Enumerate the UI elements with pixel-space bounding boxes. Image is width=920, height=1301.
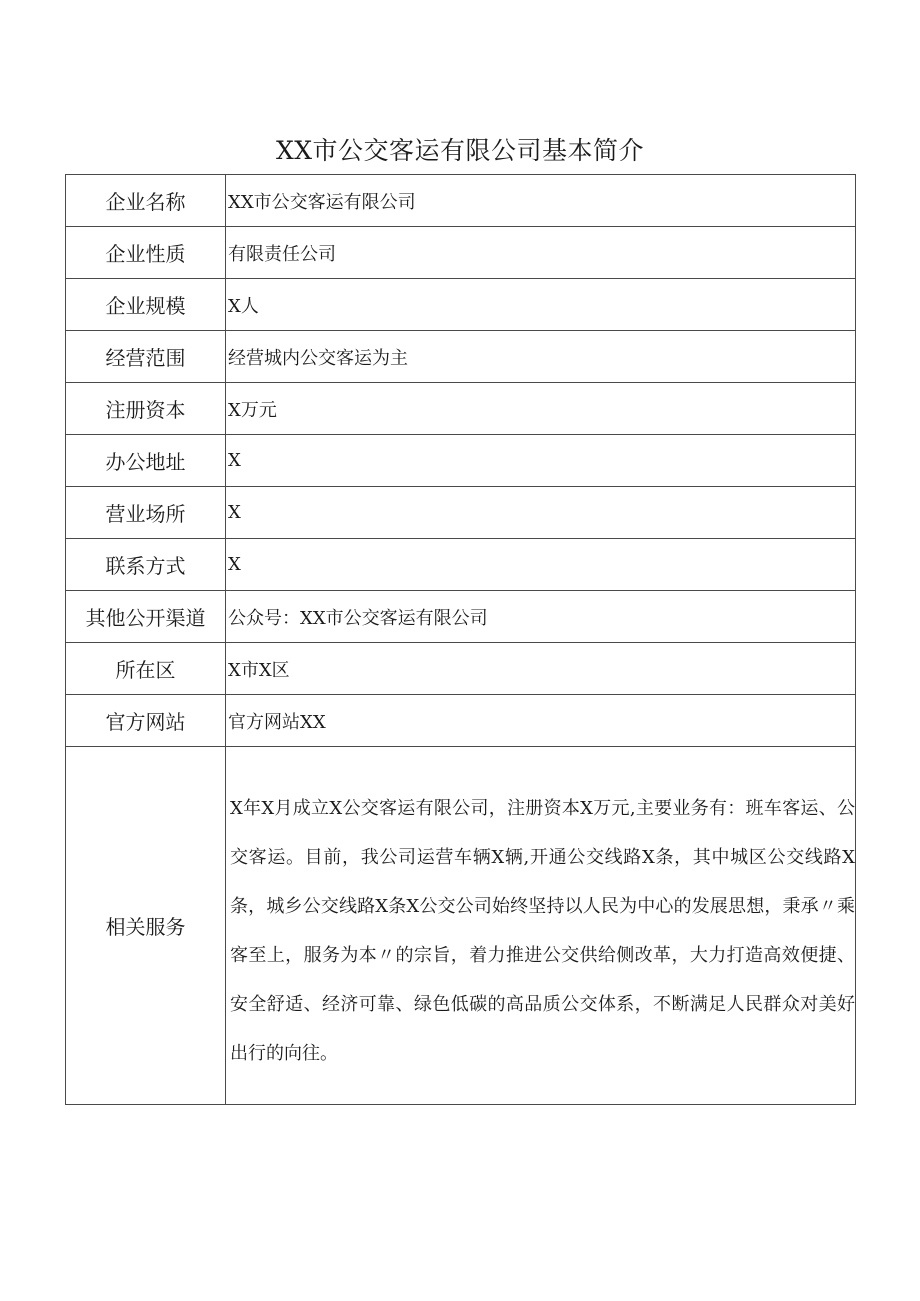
table-row xyxy=(66,539,856,591)
table-row xyxy=(66,279,856,331)
row-label: 注册资本 xyxy=(66,383,226,435)
services-cell xyxy=(226,747,856,1105)
row-label: 官方网站 xyxy=(66,695,226,747)
services-description: X年X月成立X公交客运有限公司，注册资本X万元,主要业务有：班车客运、公交客运。目前，我公司运营车辆X辆,开通公交线路X条，其中城区公交线路X条，城乡公交线路X条X公交公司始终坚持以人民为中心的发展思想，秉承〃乘客至上，服务为本〃的宗旨，着力推进公交供给侧改革，大力打造高效便捷、安全舒适、经济可靠、绿色低碳的高品质公交体系，不断满足人民群众对美好出行的向往。 xyxy=(230,797,855,1064)
table-row xyxy=(66,331,856,383)
table-row xyxy=(66,435,856,487)
table-row xyxy=(66,487,856,539)
row-label: 经营范围 xyxy=(66,331,226,383)
services-row xyxy=(66,747,856,1105)
row-label: 办公地址 xyxy=(66,435,226,487)
table-row xyxy=(66,695,856,747)
table-row xyxy=(66,643,856,695)
row-value: 经营城内公交客运为主 xyxy=(226,331,856,383)
table-row xyxy=(66,383,856,435)
row-value: 有限责任公司 xyxy=(226,227,856,279)
row-value: X xyxy=(226,487,856,539)
row-value: 官方网站XX xyxy=(226,695,856,747)
row-value: X xyxy=(226,435,856,487)
row-label: 营业场所 xyxy=(66,487,226,539)
row-label: 联系方式 xyxy=(66,539,226,591)
row-value: 公众号：XX市公交客运有限公司 xyxy=(226,591,856,643)
row-value: XX市公交客运有限公司 xyxy=(226,175,856,227)
services-label: 相关服务 xyxy=(66,747,226,1105)
table-row xyxy=(66,175,856,227)
row-value: X人 xyxy=(226,279,856,331)
row-label: 企业名称 xyxy=(66,175,226,227)
row-label: 企业性质 xyxy=(66,227,226,279)
row-label: 其他公开渠道 xyxy=(66,591,226,643)
table-row xyxy=(66,227,856,279)
table-row xyxy=(66,591,856,643)
row-label: 所在区 xyxy=(66,643,226,695)
company-info-table xyxy=(65,174,856,1105)
row-value: X万元 xyxy=(226,383,856,435)
row-label: 企业规模 xyxy=(66,279,226,331)
document-title: XX市公交客运有限公司基本简介 xyxy=(275,136,645,165)
row-value: X市X区 xyxy=(226,643,856,695)
row-value: X xyxy=(226,539,856,591)
